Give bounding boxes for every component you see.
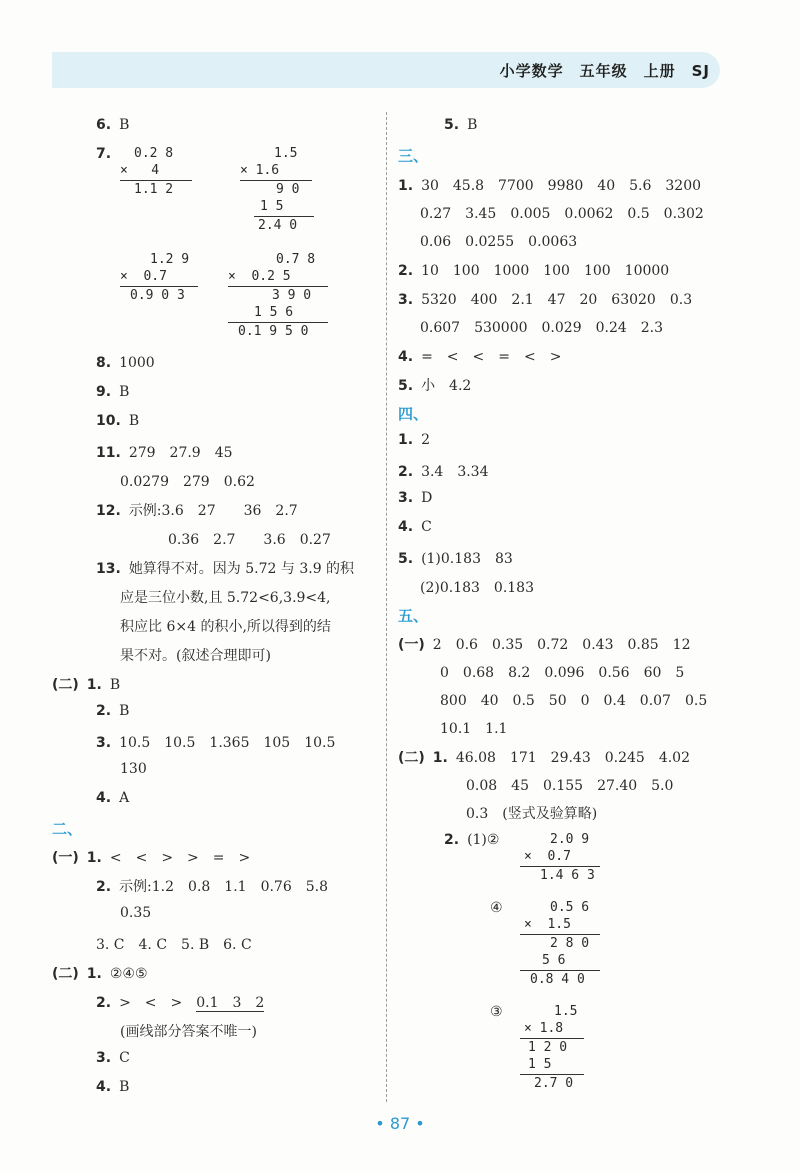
s5-part2-answer-1-line3: 0.3 (竖式及验算略) xyxy=(466,806,598,822)
calc-a: 0.2 8 × 4 1.1 2 xyxy=(120,146,200,206)
answer-6: 6. B xyxy=(96,117,130,133)
s2-part2-answer-1: (二) 1. ②④⑤ xyxy=(52,966,148,982)
s2-part2-answer-3: 3. C xyxy=(96,1050,130,1066)
section-heading-5: 五、 xyxy=(398,607,429,625)
s3-answer-2: 2. 10 100 1000 100 100 10000 xyxy=(398,263,670,279)
answer-11: 11. 279 27.9 45 xyxy=(96,445,233,461)
answer-12-cont: 0.36 2.7 3.6 0.27 xyxy=(168,532,331,548)
page-number: • 87 • xyxy=(375,1114,425,1133)
answer-12: 12. 示例:3.6 27 36 2.7 xyxy=(96,503,298,519)
s4-answer-4: 4. C xyxy=(398,519,432,535)
part2-answer-3-cont: 130 xyxy=(120,761,147,777)
answer-10: 10. B xyxy=(96,413,140,429)
s2-part1-answer-2-cont: 0.35 xyxy=(120,905,152,921)
answer-13-line3: 积应比 6×4 的积小,所以得到的结 xyxy=(120,619,331,635)
s5-part1-line2: 0 0.68 8.2 0.096 0.56 60 5 xyxy=(440,665,685,681)
section-heading-2: 二、 xyxy=(52,820,83,838)
s3-answer-1-line3: 0.06 0.0255 0.0063 xyxy=(420,234,578,250)
answer-8: 8. 1000 xyxy=(96,355,155,371)
s3-answer-1: 1. 30 45.8 7700 9980 40 5.6 3200 xyxy=(398,178,702,194)
section-heading-4: 四、 xyxy=(398,405,429,423)
answer-13-line4: 果不对。(叙述合理即可) xyxy=(120,648,271,664)
s2-part2-answer-2: 2. > < > 0.1 3 2 xyxy=(96,995,265,1011)
s5-part1-line4: 10.1 1.1 xyxy=(440,721,508,737)
s4-answer-5: 5. (1)0.183 83 xyxy=(398,551,513,567)
answer-13-line2: 应是三位小数,且 5.72<6,3.9<4, xyxy=(120,590,331,606)
s5-part2-answer-1: (二) 1. 46.08 171 29.43 0.245 4.02 xyxy=(398,750,690,766)
calc-c: 1.2 9 × 0.7 0.9 0 3 xyxy=(120,252,210,312)
answer-13: 13. 她算得不对。因为 5.72 与 3.9 的积 xyxy=(96,561,355,577)
section-heading-3: 三、 xyxy=(398,147,429,165)
s3-answer-3: 3. 5320 400 2.1 47 20 63020 0.3 xyxy=(398,292,693,308)
s4-answer-3: 3. D xyxy=(398,490,433,506)
s4-answer-1: 1. 2 xyxy=(398,432,430,448)
s4-answer-5-part2: (2)0.183 0.183 xyxy=(420,580,534,596)
calc-f: 0.5 6 × 1.5 2 8 0 5 6 0.8 4 0 xyxy=(520,900,610,995)
answer-11-cont: 0.0279 279 0.62 xyxy=(120,474,255,490)
s2-part1-answer-1: (一) 1. < < > > = > xyxy=(52,850,251,866)
calc-f-label: ④ xyxy=(490,900,503,916)
calc-d: 0.7 8 × 0.2 5 3 9 0 1 5 6 0.1 9 5 0 xyxy=(228,252,338,342)
s5-part2-answer-2: 2. (1)② xyxy=(444,832,500,848)
calc-g: 1.5 × 1.8 1 2 0 1 5 2.7 0 xyxy=(520,1004,610,1099)
part2-answer-4: 4. A xyxy=(96,790,130,806)
s5-part1-line1: (一) 2 0.6 0.35 0.72 0.43 0.85 12 xyxy=(398,637,691,653)
answer-9: 9. B xyxy=(96,384,130,400)
answer-r5: 5. B xyxy=(444,117,478,133)
part2-answer-3: 3. 10.5 10.5 1.365 105 10.5 xyxy=(96,735,336,751)
part2-answer-1: (二) 1. B xyxy=(52,677,121,693)
calc-e: 2.0 9 × 0.7 1.4 6 3 xyxy=(520,832,610,892)
s3-answer-4: 4. = < < = < > xyxy=(398,349,562,365)
answer-7-label: 7. xyxy=(96,146,112,162)
header-title: 小学数学 五年级 上册 SJ xyxy=(499,62,710,80)
s2-part2-note: (画线部分答案不唯一) xyxy=(120,1024,257,1040)
s3-answer-1-line2: 0.27 3.45 0.005 0.0062 0.5 0.302 xyxy=(420,206,704,222)
s2-part1-answer-3-6: 3. C 4. C 5. B 6. C xyxy=(96,937,252,953)
s3-answer-5: 5. 小 4.2 xyxy=(398,378,472,394)
s2-part1-answer-2: 2. 示例:1.2 0.8 1.1 0.76 5.8 xyxy=(96,879,329,895)
s2-part2-answer-4: 4. B xyxy=(96,1079,130,1095)
part2-answer-2: 2. B xyxy=(96,703,130,719)
calc-g-label: ③ xyxy=(490,1004,503,1020)
s3-answer-3-line2: 0.607 530000 0.029 0.24 2.3 xyxy=(420,320,664,336)
s5-part1-line3: 800 40 0.5 50 0 0.4 0.07 0.5 xyxy=(440,693,708,709)
column-divider xyxy=(386,112,387,1102)
s5-part2-answer-1-line2: 0.08 45 0.155 27.40 5.0 xyxy=(466,778,674,794)
s4-answer-2: 2. 3.4 3.34 xyxy=(398,464,489,480)
calc-b: 1.5 × 1.6 9 0 1 5 2.4 0 xyxy=(240,146,330,236)
